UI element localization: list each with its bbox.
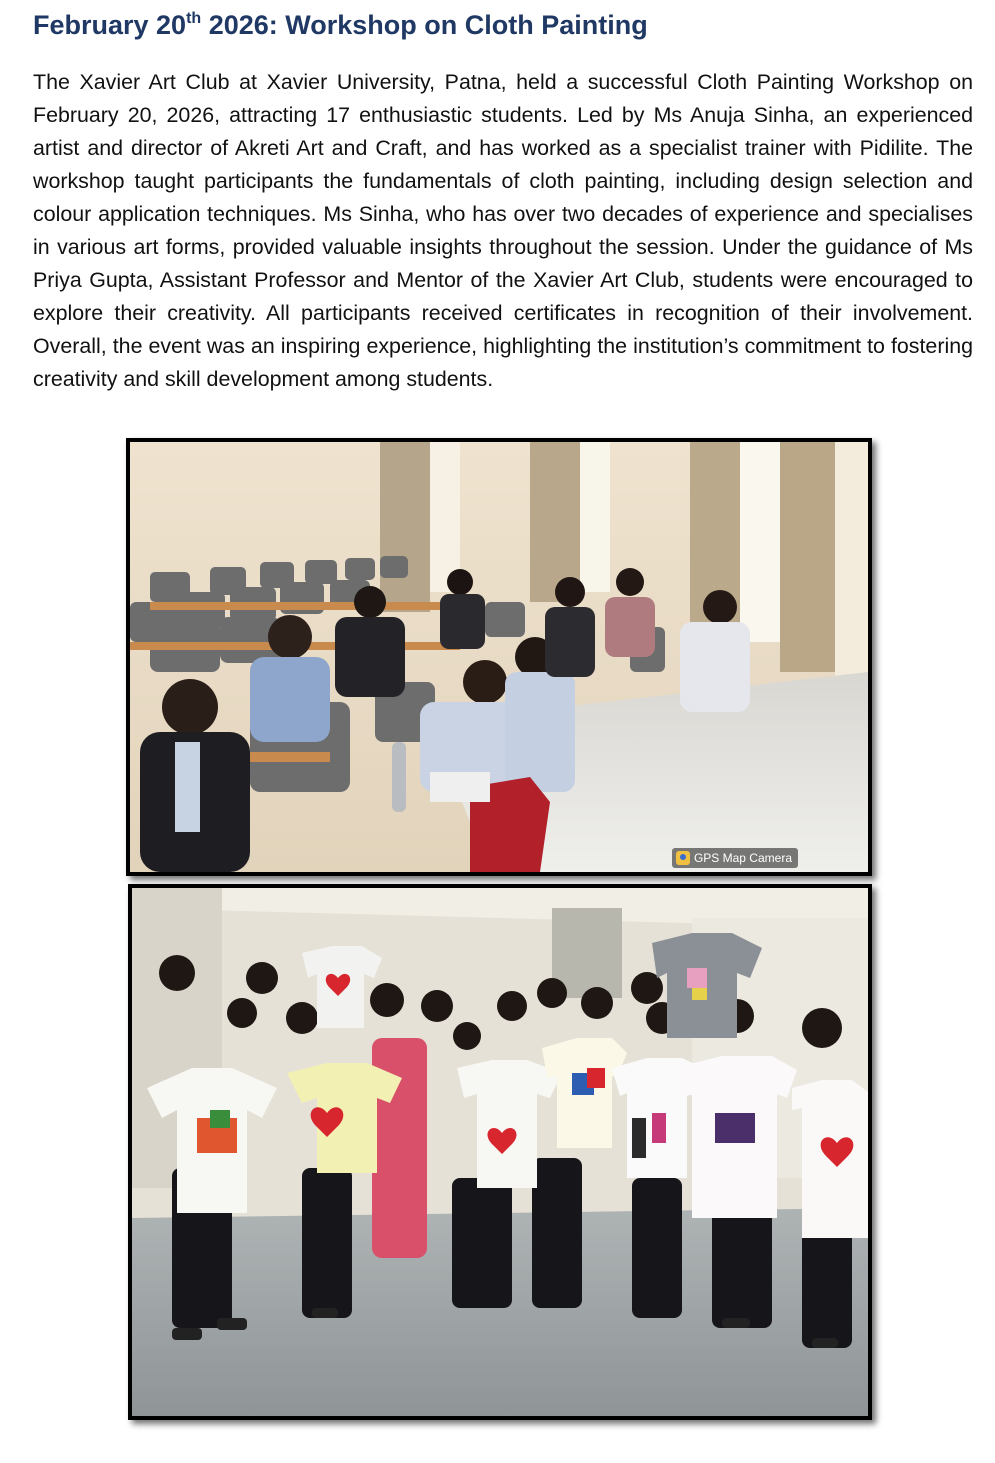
body-paragraph: The Xavier Art Club at Xavier University, Patna, held a successful Cloth Painting Workshop on February 20, 2026, attracting 17 enthusiastic students. Led by Ms Anuja Sinha, an experienced artist and director of Akreti Art and Craft, and has worked as a specialist trainer with Pidilite. The workshop taught participants the fundamentals of cloth painting, including design selection and colour application techniques. Ms Sinha, who has over two decades of experience and specialises in various art forms, provided valuable insights throughout the session. Under the guidance of Ms Priya Gupta, Assistant Professor and Mentor of the Xavier Art Club, students were encouraged to explore their creativity. All participants received certificates in recognition of their involvement. Overall, the event was an inspiring experience, highlighting the institution’s commitment to fostering creativity and skill development among students. [33,70,973,391]
title-rest: 2026: Workshop on Cloth Painting [201,10,648,40]
page-title [33,10,648,41]
gps-camera-icon [676,851,690,865]
title-ordinal: th [186,10,202,27]
title-date: February 20 [33,10,187,40]
workshop-classroom-photo [126,438,872,876]
group-tshirt-photo [128,884,872,1420]
group-scene [132,888,868,1416]
gps-camera-label: GPS Map Camera [693,851,792,865]
classroom-scene [130,442,868,872]
gps-camera-badge [672,848,798,868]
